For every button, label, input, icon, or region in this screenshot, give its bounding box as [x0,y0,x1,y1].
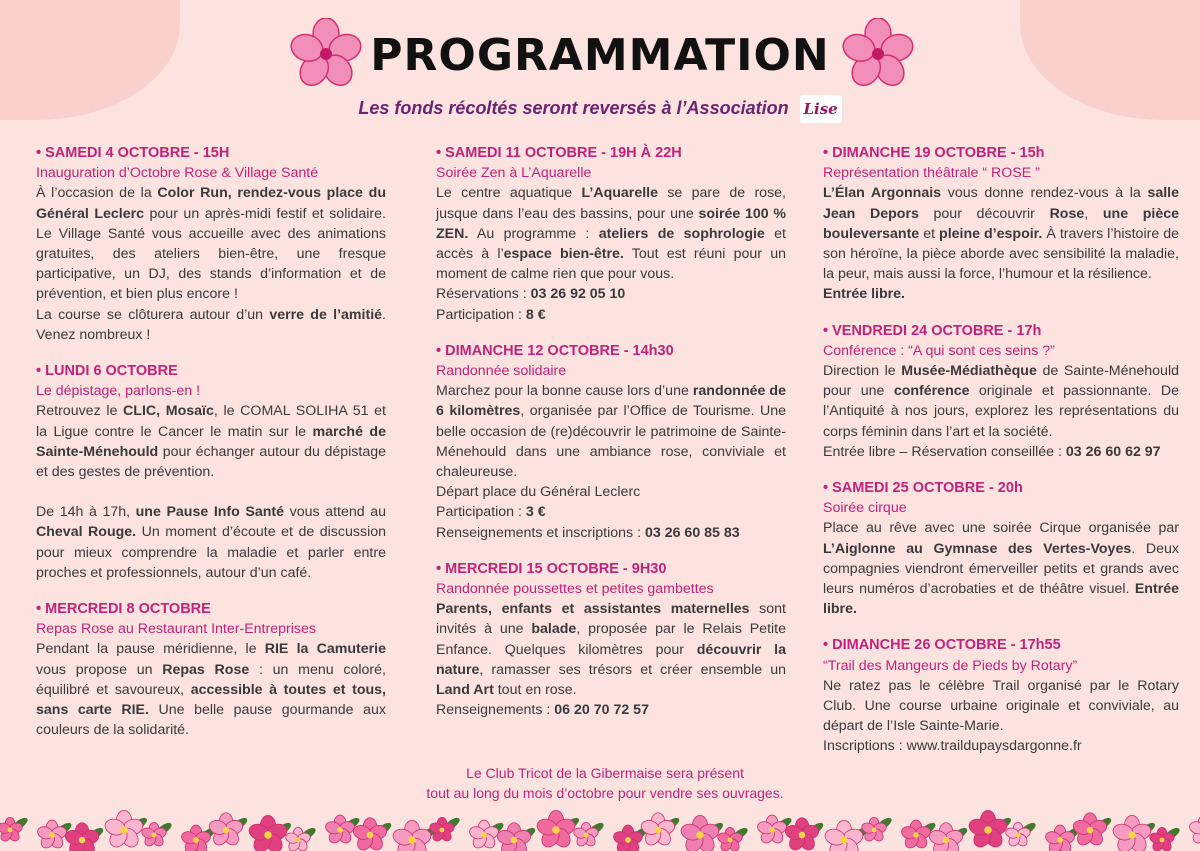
text: , ramasser ses trésors et créer ensemble un [479,661,786,678]
text: et accès à l’ [436,225,786,263]
text: Entrée libre – Réservation conseillée : [823,443,1066,460]
event-date: • SAMEDI 25 OCTOBRE - 20h [823,478,1179,498]
text-bold: randonnée de 6 kilomètres [436,383,786,420]
text: De 14h à 17h, [36,504,136,521]
flower-center [1087,827,1094,834]
flower-center [872,828,877,833]
text: Un moment d’écoute et de discussion pour mieux comprendre la maladie et parler entre proches et professionnels, autour d’un café. [36,524,387,581]
text-bold: ateliers de sophrologie [598,225,765,242]
text: À travers l’histoire de son héroïne, la pièce aborde avec sensibilité la maladie, la peur, mais aussi la force, l’humour et la résilience. [823,225,1179,283]
text-bold: L’Aiglonne au Gymnase des Vertes-Voyes [823,540,1132,557]
flower-center [943,837,950,844]
text: Une belle pause gourmande aux couleurs de la solidarité. [36,702,386,739]
text: À l’occasion de la [36,185,158,202]
text-bold: espace bien-être. [503,246,624,263]
flower-center [408,836,415,843]
text: originale et passionnante. De l’Antiquité à nos jours, explorez les représentations du corps féminin dans l’art et la société. [823,383,1179,440]
flower-center [552,826,559,833]
text: , le COMAL SOLIHA 51 et la Ligue contre le Cancer le matin sur le [36,403,386,440]
event-description [823,361,1179,442]
text: Le centre aquatique [436,185,582,202]
text: Participation : [436,504,526,521]
event-card [36,599,386,740]
text-bold: Repas Rose [162,661,250,678]
info-line [823,442,1179,462]
event-date: • VENDREDI 24 OCTOBRE - 17h [823,321,1179,341]
text-bold: conférence [893,383,970,400]
event-description [823,183,1179,304]
event-description [436,381,786,482]
info-line [436,700,786,720]
flower-center [49,832,55,838]
event-card [823,478,1179,619]
event-description [36,401,386,583]
notice-line: Le Club Tricot de la Gibermaise sera présent [466,765,744,781]
event-card [823,321,1179,462]
text: Au programme : [468,225,599,242]
event-card [36,361,386,583]
text: tout en rose. [493,682,577,699]
text-bold: Parents, enfants et assistantes maternelles [436,601,750,618]
flower-center [152,833,157,838]
text-bold: découvrir la nature [436,641,786,678]
text: Renseignements et inscriptions : [436,524,645,541]
text-bold: L’Élan Argonnais [823,185,942,202]
event-card [823,635,1179,756]
text-bold: Musée-Médiathèque [901,363,1037,380]
flower-center [1160,838,1165,843]
event-title: Représentation théâtrale “ ROSE ” [823,165,1040,182]
event-date: • DIMANCHE 19 OCTOBRE - 15h [823,143,1179,163]
text: Marchez pour la bonne cause lors d’une [436,383,693,400]
text: Participation : [436,306,526,323]
text: et [919,225,940,242]
event-description [436,183,786,284]
flower-center [79,837,86,844]
flower-center [193,837,199,843]
event-date: • SAMEDI 11 OCTOBRE - 19H À 22H [436,143,786,163]
flower-center [120,826,127,833]
flower-center [440,828,445,833]
departure-line: Départ place du Général Leclerc [436,484,641,501]
phone-number: 03 26 60 62 97 [1065,443,1161,460]
lise-logo: Lise [800,95,842,123]
text: , [1084,205,1103,222]
event-description [436,599,786,700]
flower-center [296,838,301,843]
text-bold: L’Aquarelle [581,185,658,202]
flower-center [913,832,919,838]
text: , proposée par le Relais Petite Enfance. Quelques kilomètres pour [436,621,786,658]
text: pour échanger autour du dépistage et des gestes de prévention. [36,443,386,481]
event-title: Randonnée poussettes et petites gambettes [436,581,714,598]
event-title: “Trail des Mangeurs de Pieds by Rotary” [823,657,1078,674]
event-date: • SAMEDI 4 OCTOBRE - 15H [36,143,386,163]
text: Renseignements : [436,702,555,719]
event-card [36,143,386,345]
column-2 [436,143,786,736]
text-bold: une Pause Info Santé [135,504,285,521]
flower-center [1057,837,1063,843]
event-card [823,143,1179,305]
text-bold: RIE la Camuterie [264,641,386,658]
flower-center [655,827,662,834]
event-title: Inauguration d’Octobre Rose & Village Santé [36,165,319,182]
text: Direction le [823,363,902,380]
flower-center [367,832,374,839]
text: de Sainte-Ménehould pour une [823,363,1179,400]
event-date: • LUNDI 6 OCTOBRE [36,361,386,381]
reservation-line [436,284,786,304]
column-3 [823,143,1179,773]
text: se pare de rose, jusque dans l’eau des bassins, pour une [436,185,786,222]
text-bold: CLIC, Mosaïc [123,403,214,420]
spacer [36,482,386,502]
flower-garland [0,800,1200,851]
text: , organisée par l’Office de Tourisme. Une belle occasion de (re)découvrir le patrimoine de Sainte-Ménehould dans une ambiance rose, conviviale et chaleureuse. [436,403,786,481]
text: pour découvrir [918,205,1050,222]
event-title: Soirée Zen à L’Aquarelle [436,165,592,182]
event-description [36,639,386,740]
text-bold: verre de l’amitié [269,306,383,323]
event-date: • DIMANCHE 26 OCTOBRE - 17h55 [823,635,1179,655]
flower-center [8,828,13,833]
club-tricot-notice [400,763,810,803]
flower-center [799,832,806,839]
text: vous propose un [36,661,163,678]
flower-center [840,836,847,843]
participation-line [436,502,786,522]
flower-center [481,832,487,838]
text: pour un après-midi festif et solidaire. Le Village Santé vous accueille avec des animations gratuites, des ateliers bien-être, une fresque participative, un DJ, des stands d’information et de prévention, et bien plus encore ! [36,205,386,303]
price: 3 € [525,504,546,521]
info-line [436,523,786,543]
text-bold: balade [531,621,577,638]
text: vous donne rendez-vous à la [941,185,1148,202]
text: Tout est réuni pour un moment de calme rien que pour vous. [436,246,787,283]
phone-number: 06 20 70 72 57 [554,702,649,719]
flower-center [1128,831,1135,838]
text: . Venez nombreux ! [36,306,386,343]
event-title: Conférence : “A qui sont ces seins ?” [823,342,1055,359]
text-bold: Entrée libre. [823,581,1179,618]
event-date: • DIMANCHE 12 OCTOBRE - 14h30 [436,341,786,361]
text-bold: Rose [1049,205,1085,222]
text: : un menu coloré, équilibré et savoureux, [36,661,386,698]
event-description: Ne ratez pas le célèbre Trail organisé par le Rotary Club. Une course urbaine originale et conviviale, au départ de l’Isle Sainte-Marie. [823,677,1179,735]
text: Pendant la pause méridienne, le [36,641,265,658]
notice-line: tout au long du mois d’octobre pour vendre ses ouvrages. [426,785,784,801]
text: Place au rêve avec une soirée Cirque organisée par [823,520,1179,537]
event-date: • MERCREDI 15 OCTOBRE - 9H30 [436,559,786,579]
event-date: • MERCREDI 8 OCTOBRE [36,599,386,619]
text: Réservations : [436,286,531,303]
phone-number: 03 26 92 05 10 [530,286,626,303]
text: vous attend au [284,504,386,521]
phone-number: 03 26 60 85 83 [644,524,740,541]
header [0,28,1200,84]
event-title: Soirée cirque [823,500,907,517]
flower-center [511,837,518,844]
text: . Deux compagnies viendront émerveiller petits et grands avec leurs numéros d’acrobaties et de théâtre visuel. [823,540,1179,598]
flower-center [584,833,589,838]
event-description [823,518,1179,619]
text-bold: Color Run, rendez-vous place du Général Leclerc [36,185,386,222]
event-description [36,183,386,345]
flower-center [1016,833,1021,838]
text: sont invités à une [436,601,786,638]
page-title: PROGRAMMATION [370,30,830,81]
event-title: Randonnée solidaire [436,363,567,380]
event-card [436,341,786,543]
flower-center [264,831,271,838]
flower-center [769,827,775,833]
event-card [436,143,786,325]
text-bold: Land Art [436,682,494,699]
flower-center [337,827,343,833]
text: La course se clôturera autour d’un [36,306,270,323]
registration-link[interactable]: Inscriptions : www.traildupaysdargonne.fr [823,738,1082,755]
subtitle [0,95,1200,123]
text-bold: pleine d’espoir. [939,225,1043,242]
flower-center [223,827,230,834]
flower-center [984,826,991,833]
column-1 [36,143,386,756]
flower-center [696,831,703,838]
text-bold: accessible à toutes et tous, sans carte RIE. [36,681,386,719]
text: Retrouvez le [36,403,124,420]
text-bold: Entrée libre. [823,286,906,303]
text-bold: salle Jean Depors [823,185,1180,222]
event-card [436,559,786,721]
subtitle-text: Les fonds récoltés seront reversés à l’Association [358,97,789,118]
event-title: Le dépistage, parlons-en ! [36,383,201,400]
text-bold: Cheval Rouge. [36,524,137,541]
text-bold: une pièce bouleversante [823,205,1180,242]
event-title: Repas Rose au Restaurant Inter-Entreprises [36,621,316,638]
participation-line [436,305,786,325]
text-bold: soirée 100 % ZEN. [436,205,786,242]
price: 8 € [525,306,546,323]
text-bold: marché de Sainte-Ménehould [36,423,386,460]
flower-center [625,837,631,843]
flower-center [728,838,733,843]
